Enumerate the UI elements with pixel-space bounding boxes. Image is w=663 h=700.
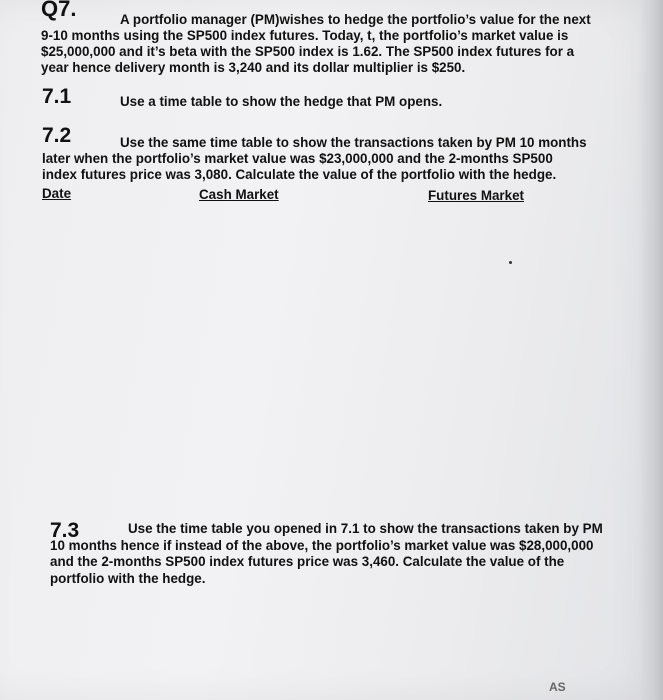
section-7-3-number: 7.3 bbox=[50, 519, 80, 542]
section-7-3-line-1: Use the time table you opened in 7.1 to show the transactions taken by PM bbox=[128, 521, 603, 536]
section-7-3-line-2: 10 months hence if instead of the above, the portfolio’s market value was $28,000,000 bbox=[50, 538, 594, 553]
section-7-3-line-3: and the 2-months SP500 index futures price was 3,460. Calculate the value of the bbox=[50, 554, 565, 569]
section-7-2-line-2: later when the portfolio’s market value was $23,000,000 and the 2-months SP500 bbox=[42, 151, 553, 166]
table-header-date: Date bbox=[42, 186, 72, 201]
table-header-cash-market: Cash Market bbox=[199, 187, 279, 202]
section-7-2-number: 7.2 bbox=[42, 124, 72, 147]
section-7-2-line-1: Use the same time table to show the transactions taken by PM 10 months bbox=[120, 135, 587, 150]
table-header-futures-market: Futures Market bbox=[428, 188, 524, 203]
section-7-1-number: 7.1 bbox=[42, 85, 72, 108]
corner-handwritten-mark: AS bbox=[549, 680, 566, 694]
question-text-line-4: year hence delivery month is 3,240 and its dollar multiplier is $250. bbox=[41, 60, 466, 75]
paper-edge-shadow bbox=[639, 0, 663, 700]
question-text-line-1: A portfolio manager (PM)wishes to hedge the portfolio’s value for the next bbox=[120, 12, 591, 27]
question-text-line-3: $25,000,000 and it’s beta with the SP500 index is 1.62. The SP500 index futures for a bbox=[41, 44, 575, 59]
question-number: Q7. bbox=[41, 0, 77, 21]
speck-mark bbox=[509, 261, 512, 264]
section-7-3-line-4: portfolio with the hedge. bbox=[50, 571, 206, 586]
section-7-2-line-3: index futures price was 3,080. Calculate the value of the portfolio with the hedge. bbox=[42, 167, 557, 182]
question-text-line-2: 9-10 months using the SP500 index futures. Today, t, the portfolio’s market value is bbox=[41, 28, 569, 43]
section-7-1-text: Use a time table to show the hedge that PM opens. bbox=[120, 94, 443, 109]
